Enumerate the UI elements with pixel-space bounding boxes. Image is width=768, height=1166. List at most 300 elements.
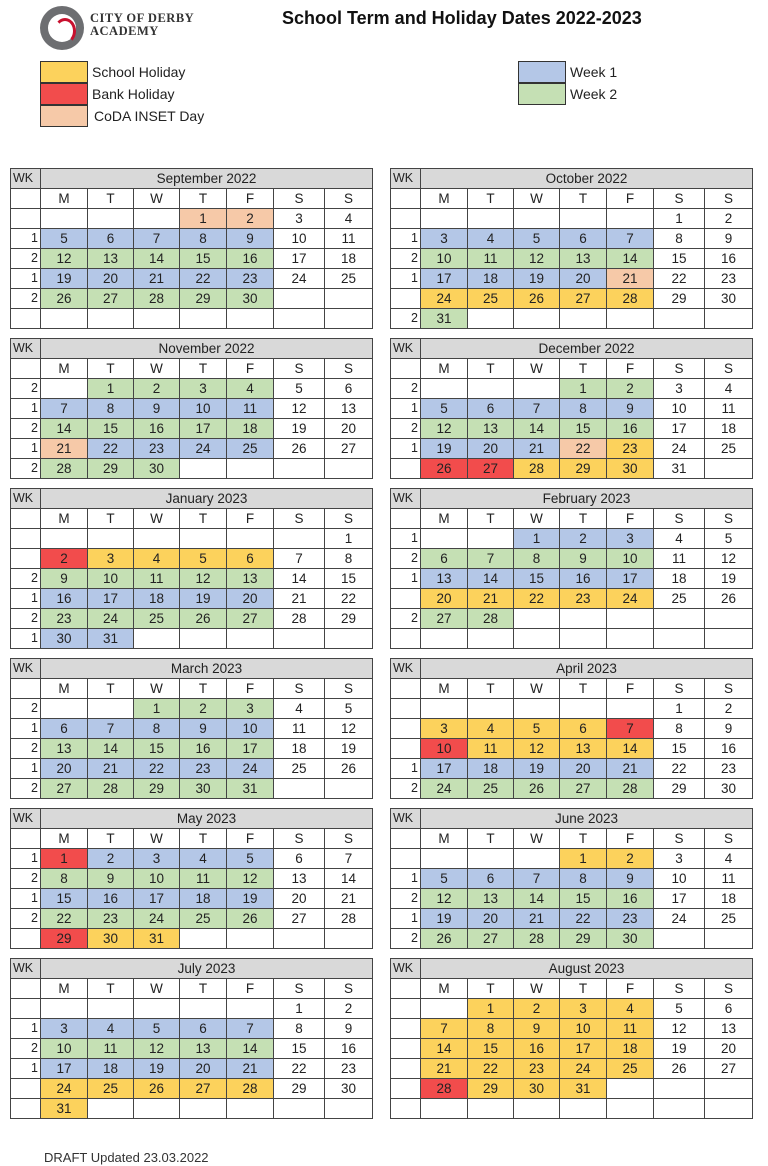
week-number: 2: [11, 419, 41, 439]
day-cell: 23: [514, 1059, 560, 1079]
day-header: W: [134, 359, 180, 379]
day-cell: 11: [705, 399, 753, 419]
day-cell: [134, 209, 180, 229]
day-cell: 8: [514, 549, 560, 569]
day-cell: 14: [325, 869, 373, 889]
day-cell: 28: [274, 609, 325, 629]
day-header: F: [607, 979, 654, 999]
day-header: F: [227, 829, 274, 849]
day-cell: 30: [705, 289, 753, 309]
day-cell: 23: [180, 759, 227, 779]
week-row: [391, 269, 753, 289]
day-cell: [654, 609, 705, 629]
week-row: [11, 909, 373, 929]
day-cell: 31: [88, 629, 134, 649]
day-header: F: [227, 509, 274, 529]
day-cell: 12: [41, 249, 88, 269]
day-cell: 29: [274, 1079, 325, 1099]
day-cell: 31: [560, 1079, 607, 1099]
day-cell: 7: [41, 399, 88, 419]
day-cell: 17: [654, 889, 705, 909]
week-row: [391, 739, 753, 759]
day-cell: 18: [180, 889, 227, 909]
day-cell: [180, 929, 227, 949]
day-cell: 21: [325, 889, 373, 909]
day-header: W: [514, 509, 560, 529]
day-cell: 10: [180, 399, 227, 419]
day-cell: 11: [468, 249, 514, 269]
day-cell: 5: [227, 849, 274, 869]
week-number: 2: [11, 249, 41, 269]
day-cell: 9: [705, 719, 753, 739]
day-cell: 7: [134, 229, 180, 249]
day-cell: [180, 999, 227, 1019]
week-row: [391, 1099, 753, 1119]
day-cell: 5: [325, 699, 373, 719]
legend-label: CoDA INSET Day: [94, 108, 205, 124]
day-cell: 1: [654, 699, 705, 719]
day-cell: 7: [421, 1019, 468, 1039]
day-cell: 27: [180, 1079, 227, 1099]
day-cell: [421, 849, 468, 869]
day-cell: 21: [227, 1059, 274, 1079]
day-cell: 18: [325, 249, 373, 269]
day-cell: 6: [41, 719, 88, 739]
day-cell: 20: [180, 1059, 227, 1079]
logo-line2: ACADEMY: [90, 24, 159, 38]
day-cell: 17: [41, 1059, 88, 1079]
day-cell: 10: [654, 399, 705, 419]
day-cell: 22: [468, 1059, 514, 1079]
day-cell: [468, 849, 514, 869]
day-cell: [705, 1099, 753, 1119]
day-cell: 3: [654, 849, 705, 869]
week-row: [11, 399, 373, 419]
week-number: 1: [11, 629, 41, 649]
day-header: S: [705, 829, 753, 849]
week-number: [391, 1039, 421, 1059]
day-cell: 30: [180, 779, 227, 799]
week-number: [11, 209, 41, 229]
week-row: [11, 289, 373, 309]
day-header: S: [654, 829, 705, 849]
day-cell: 24: [654, 439, 705, 459]
week-number: 1: [11, 719, 41, 739]
week-number: [11, 309, 41, 329]
day-cell: 16: [134, 419, 180, 439]
day-header: S: [654, 359, 705, 379]
week-row: [391, 759, 753, 779]
day-cell: 30: [514, 1079, 560, 1099]
day-cell: 24: [421, 289, 468, 309]
day-cell: [654, 309, 705, 329]
day-cell: [180, 629, 227, 649]
day-cell: 23: [325, 1059, 373, 1079]
day-cell: 8: [274, 1019, 325, 1039]
day-cell: [705, 609, 753, 629]
day-cell: 23: [88, 909, 134, 929]
day-cell: 28: [41, 459, 88, 479]
day-cell: 4: [134, 549, 180, 569]
day-cell: 26: [421, 459, 468, 479]
month-title: March 2023: [41, 659, 373, 679]
week-number: 2: [11, 909, 41, 929]
day-cell: 27: [88, 289, 134, 309]
day-header: M: [41, 189, 88, 209]
week-number: 2: [391, 549, 421, 569]
legend-label: Bank Holiday: [92, 86, 175, 102]
day-cell: 14: [41, 419, 88, 439]
day-cell: 26: [325, 759, 373, 779]
day-header: S: [705, 509, 753, 529]
day-header: T: [180, 679, 227, 699]
day-cell: [468, 529, 514, 549]
day-cell: 17: [560, 1039, 607, 1059]
day-cell: 7: [274, 549, 325, 569]
week-row: [11, 529, 373, 549]
day-cell: 2: [180, 699, 227, 719]
day-header: W: [134, 509, 180, 529]
day-cell: 29: [654, 289, 705, 309]
week-row: [391, 549, 753, 569]
day-cell: 11: [227, 399, 274, 419]
day-cell: 26: [514, 779, 560, 799]
day-cell: [88, 209, 134, 229]
day-header: T: [180, 359, 227, 379]
day-cell: 25: [88, 1079, 134, 1099]
day-cell: [560, 309, 607, 329]
day-cell: [421, 1099, 468, 1119]
week-number: 2: [11, 289, 41, 309]
week-number: [391, 589, 421, 609]
week-number: [11, 1099, 41, 1119]
day-cell: 7: [607, 719, 654, 739]
week-number: 1: [11, 889, 41, 909]
day-cell: 15: [180, 249, 227, 269]
week-number: 1: [391, 269, 421, 289]
day-cell: [560, 1099, 607, 1119]
week-row: [391, 379, 753, 399]
day-cell: 23: [41, 609, 88, 629]
day-cell: [325, 929, 373, 949]
day-cell: [41, 999, 88, 1019]
month-table: [10, 168, 373, 329]
day-cell: [607, 609, 654, 629]
day-cell: [514, 1099, 560, 1119]
day-header: T: [88, 189, 134, 209]
day-cell: 22: [654, 759, 705, 779]
day-cell: 9: [607, 869, 654, 889]
day-cell: 22: [134, 759, 180, 779]
month-table: [10, 488, 373, 649]
day-cell: 22: [654, 269, 705, 289]
day-cell: 29: [560, 929, 607, 949]
day-header: T: [180, 509, 227, 529]
legend-swatch: [40, 83, 88, 105]
day-cell: 13: [468, 419, 514, 439]
week-number: [391, 999, 421, 1019]
day-cell: 19: [421, 909, 468, 929]
week-row: [11, 439, 373, 459]
day-cell: 2: [560, 529, 607, 549]
week-number: 1: [11, 1019, 41, 1039]
day-cell: 1: [180, 209, 227, 229]
day-cell: [325, 289, 373, 309]
day-cell: 18: [88, 1059, 134, 1079]
day-cell: [514, 379, 560, 399]
day-cell: 21: [421, 1059, 468, 1079]
week-number: 2: [391, 779, 421, 799]
day-cell: [705, 929, 753, 949]
day-cell: 5: [514, 229, 560, 249]
week-row: [11, 1019, 373, 1039]
day-cell: 2: [607, 379, 654, 399]
day-cell: 16: [180, 739, 227, 759]
day-cell: 15: [560, 889, 607, 909]
day-header: T: [560, 359, 607, 379]
day-cell: 16: [560, 569, 607, 589]
day-cell: 20: [468, 439, 514, 459]
week-row: [11, 929, 373, 949]
week-row: [391, 229, 753, 249]
day-header: F: [607, 509, 654, 529]
week-number: [11, 929, 41, 949]
week-row: [391, 589, 753, 609]
day-cell: 5: [421, 399, 468, 419]
day-cell: 25: [607, 1059, 654, 1079]
day-header: S: [325, 509, 373, 529]
day-cell: 10: [607, 549, 654, 569]
day-cell: [654, 1099, 705, 1119]
day-header: F: [227, 189, 274, 209]
day-header: M: [421, 509, 468, 529]
day-cell: 31: [41, 1099, 88, 1119]
day-header: S: [654, 509, 705, 529]
week-number: [391, 699, 421, 719]
day-cell: 23: [560, 589, 607, 609]
day-header: M: [41, 829, 88, 849]
week-row: [391, 459, 753, 479]
week-row: [391, 999, 753, 1019]
day-cell: 1: [134, 699, 180, 719]
day-header: T: [560, 679, 607, 699]
day-header: M: [421, 829, 468, 849]
day-cell: 17: [607, 569, 654, 589]
legend-swatch: [518, 61, 566, 83]
week-row: [391, 929, 753, 949]
month-title: November 2022: [41, 339, 373, 359]
day-cell: 9: [705, 229, 753, 249]
day-cell: [274, 779, 325, 799]
week-row: [391, 889, 753, 909]
day-cell: 3: [180, 379, 227, 399]
day-cell: 11: [180, 869, 227, 889]
day-header: W: [134, 979, 180, 999]
day-cell: 13: [705, 1019, 753, 1039]
day-cell: 25: [274, 759, 325, 779]
week-number: 1: [391, 229, 421, 249]
day-cell: [607, 209, 654, 229]
day-cell: 27: [227, 609, 274, 629]
wk-header: WK: [391, 169, 421, 189]
day-cell: [421, 629, 468, 649]
day-cell: 7: [468, 549, 514, 569]
week-row: [11, 609, 373, 629]
month-table: [10, 338, 373, 479]
day-cell: 19: [274, 419, 325, 439]
day-cell: 22: [274, 1059, 325, 1079]
day-cell: 4: [274, 699, 325, 719]
day-header: T: [88, 829, 134, 849]
day-cell: 3: [274, 209, 325, 229]
day-cell: 10: [134, 869, 180, 889]
week-row: [11, 759, 373, 779]
day-cell: 6: [705, 999, 753, 1019]
week-row: [11, 629, 373, 649]
day-cell: 7: [227, 1019, 274, 1039]
day-cell: 29: [654, 779, 705, 799]
day-cell: 16: [705, 739, 753, 759]
day-cell: 29: [41, 929, 88, 949]
day-cell: 27: [421, 609, 468, 629]
day-cell: 12: [654, 1019, 705, 1039]
day-header: S: [274, 509, 325, 529]
day-cell: [227, 459, 274, 479]
day-cell: 8: [325, 549, 373, 569]
day-cell: 3: [421, 229, 468, 249]
day-cell: [468, 629, 514, 649]
day-cell: 11: [705, 869, 753, 889]
week-number: 1: [391, 399, 421, 419]
week-number: 2: [391, 379, 421, 399]
day-header: T: [180, 979, 227, 999]
day-cell: [227, 309, 274, 329]
day-header: T: [180, 829, 227, 849]
day-cell: [180, 1099, 227, 1119]
day-cell: 16: [88, 889, 134, 909]
day-cell: 29: [325, 609, 373, 629]
day-header: S: [274, 829, 325, 849]
month-title: August 2023: [421, 959, 753, 979]
day-header: T: [560, 979, 607, 999]
week-number: 1: [11, 1059, 41, 1079]
day-cell: 13: [468, 889, 514, 909]
day-cell: [705, 1079, 753, 1099]
day-cell: 12: [421, 889, 468, 909]
day-cell: 4: [705, 849, 753, 869]
day-cell: 22: [180, 269, 227, 289]
day-cell: 10: [41, 1039, 88, 1059]
day-cell: 13: [180, 1039, 227, 1059]
day-cell: 18: [705, 889, 753, 909]
day-cell: [88, 1099, 134, 1119]
week-number: 1: [391, 759, 421, 779]
week-row: [391, 249, 753, 269]
day-cell: [654, 1079, 705, 1099]
day-cell: 30: [607, 929, 654, 949]
day-cell: 11: [654, 549, 705, 569]
week-row: [11, 739, 373, 759]
day-cell: 8: [134, 719, 180, 739]
day-cell: [560, 609, 607, 629]
day-cell: 2: [325, 999, 373, 1019]
day-cell: 12: [705, 549, 753, 569]
day-cell: [274, 289, 325, 309]
day-cell: 31: [421, 309, 468, 329]
day-cell: 8: [560, 869, 607, 889]
week-number: 2: [391, 419, 421, 439]
week-number: 1: [11, 269, 41, 289]
day-cell: 19: [654, 1039, 705, 1059]
day-cell: 2: [41, 549, 88, 569]
day-cell: 6: [227, 549, 274, 569]
week-row: [391, 209, 753, 229]
day-header: F: [227, 979, 274, 999]
day-cell: 27: [468, 459, 514, 479]
day-cell: 22: [560, 439, 607, 459]
week-number: 2: [391, 929, 421, 949]
day-cell: [274, 459, 325, 479]
day-cell: 10: [88, 569, 134, 589]
day-cell: 18: [274, 739, 325, 759]
month-title: July 2023: [41, 959, 373, 979]
day-cell: 17: [134, 889, 180, 909]
day-cell: 25: [654, 589, 705, 609]
day-cell: 27: [705, 1059, 753, 1079]
day-cell: 16: [607, 889, 654, 909]
day-cell: 11: [468, 739, 514, 759]
day-cell: 18: [227, 419, 274, 439]
day-cell: [227, 629, 274, 649]
wk-header: WK: [11, 339, 41, 359]
day-cell: 28: [134, 289, 180, 309]
day-cell: 24: [274, 269, 325, 289]
week-row: [391, 309, 753, 329]
day-cell: 19: [134, 1059, 180, 1079]
day-cell: 22: [514, 589, 560, 609]
day-cell: 5: [514, 719, 560, 739]
day-cell: [705, 629, 753, 649]
day-cell: [560, 629, 607, 649]
week-number: [391, 1099, 421, 1119]
day-cell: 24: [227, 759, 274, 779]
day-cell: 1: [274, 999, 325, 1019]
day-cell: 19: [514, 269, 560, 289]
day-cell: 6: [88, 229, 134, 249]
day-cell: 27: [41, 779, 88, 799]
day-cell: 29: [180, 289, 227, 309]
day-cell: 12: [180, 569, 227, 589]
day-header: S: [705, 979, 753, 999]
legend-swatch: [40, 61, 88, 83]
week-number: 1: [11, 589, 41, 609]
day-cell: 25: [325, 269, 373, 289]
week-number: 1: [11, 399, 41, 419]
day-cell: 23: [705, 759, 753, 779]
week-row: [391, 909, 753, 929]
day-cell: 25: [134, 609, 180, 629]
day-cell: 28: [468, 609, 514, 629]
wk-header: WK: [11, 659, 41, 679]
wk-blank: [391, 509, 421, 529]
day-cell: [421, 209, 468, 229]
day-header: T: [560, 189, 607, 209]
day-cell: 2: [88, 849, 134, 869]
week-row: [11, 999, 373, 1019]
month-table: [10, 808, 373, 949]
legend-swatch: [518, 83, 566, 105]
day-cell: 20: [227, 589, 274, 609]
